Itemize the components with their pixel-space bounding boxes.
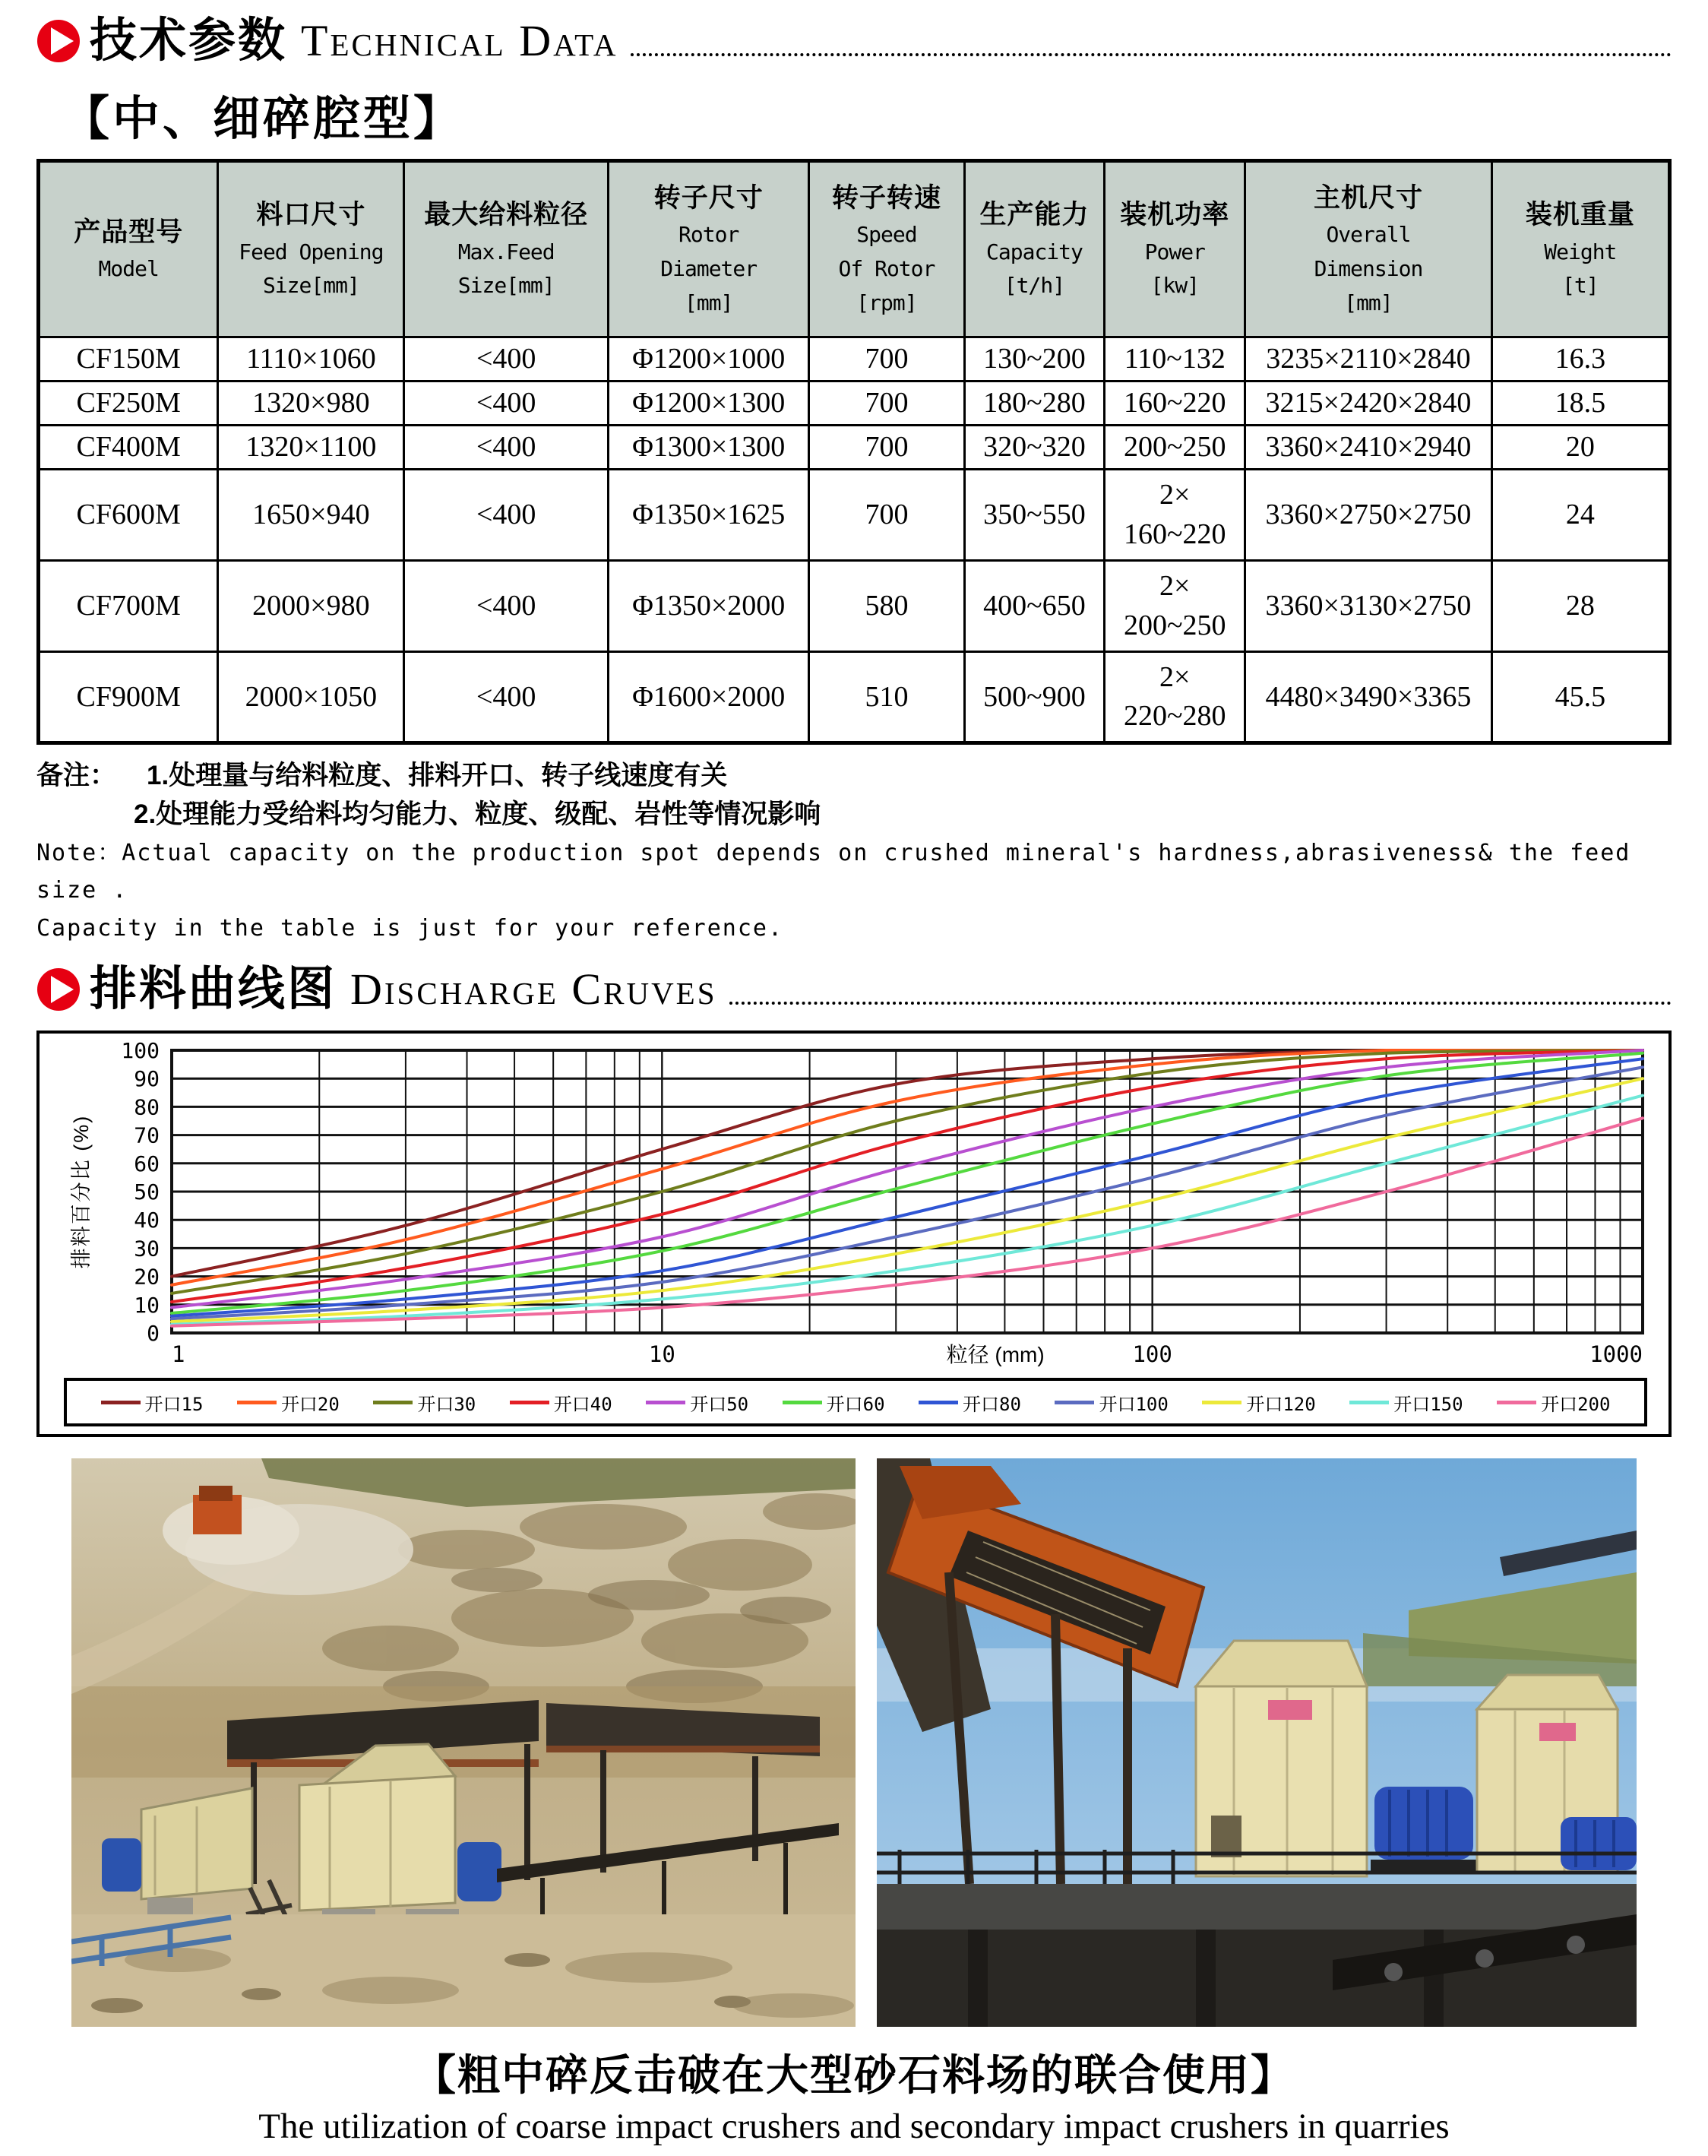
table-cell: Φ1350×1625	[609, 470, 809, 561]
note-en-line-1: Note：Actual capacity on the production spot depends on crushed mineral's hardness,abrasiveness& the feed size .	[36, 839, 1631, 904]
table-cell: 1320×980	[218, 381, 404, 426]
play-icon	[36, 967, 81, 1012]
legend-item	[1202, 1389, 1315, 1416]
electric-motor	[1371, 1787, 1477, 1872]
legend-swatch	[373, 1401, 413, 1404]
legend-item	[237, 1389, 340, 1416]
legend-item	[1349, 1389, 1463, 1416]
table-cell: CF600M	[39, 470, 218, 561]
svg-text:100: 100	[1132, 1341, 1172, 1368]
svg-text:90: 90	[134, 1066, 160, 1092]
legend-swatch	[1497, 1401, 1536, 1404]
legend-swatch	[783, 1401, 822, 1404]
section-title-zh: 技术参数	[90, 14, 288, 67]
legend-swatch	[919, 1401, 958, 1404]
note-zh-1-text: 1.处理量与给料粒度、排料开口、转子线速度有关	[147, 761, 728, 791]
cavity-type-subtitle: 【中、细碎腔型】	[62, 93, 464, 146]
legend-swatch	[1349, 1401, 1389, 1404]
section-technical-data-header	[36, 15, 1672, 67]
curve-开口20	[172, 1050, 1643, 1285]
legend-item	[373, 1389, 476, 1416]
legend-swatch	[1055, 1401, 1094, 1404]
table-cell: 45.5	[1491, 652, 1669, 743]
legend-item	[1497, 1389, 1610, 1416]
table-cell: 2× 200~250	[1105, 561, 1245, 652]
table-cell: 3215×2420×2840	[1245, 381, 1492, 426]
table-cell: 16.3	[1491, 337, 1669, 381]
electric-motor	[1561, 1817, 1637, 1870]
table-cell: 180~280	[964, 381, 1105, 426]
table-row	[39, 337, 1670, 381]
legend-item	[101, 1389, 204, 1416]
table-cell: 3360×2750×2750	[1245, 470, 1492, 561]
table-cell: 24	[1491, 470, 1669, 561]
curve-开口30	[172, 1050, 1643, 1293]
table-cell: 580	[809, 561, 964, 652]
table-cell: 3235×2110×2840	[1245, 337, 1492, 381]
table-cell: Φ1600×2000	[609, 652, 809, 743]
legend-label: 开口80	[963, 1393, 1021, 1415]
legend-item	[646, 1389, 748, 1416]
table-cell: 20	[1491, 426, 1669, 470]
caption-zh: 【粗中碎反击破在大型砂石料场的联合使用】	[413, 2051, 1295, 2100]
svg-text:40: 40	[134, 1208, 160, 1233]
table-cell: 700	[809, 426, 964, 470]
note-en-line-2: Capacity in the table is just for your reference.	[36, 914, 784, 942]
svg-text:排料百分比 (%): 排料百分比 (%)	[70, 1115, 93, 1269]
svg-text:10: 10	[134, 1293, 160, 1319]
table-cell: <400	[404, 381, 609, 426]
table-cell: 2000×1050	[218, 652, 404, 743]
play-icon	[36, 19, 81, 63]
svg-text:60: 60	[134, 1151, 160, 1177]
legend-swatch	[646, 1401, 685, 1404]
column-header: 主机尺寸 Overall Dimension [mm]	[1245, 161, 1492, 337]
table-cell: 1320×1100	[218, 426, 404, 470]
photos-row	[36, 1458, 1672, 2027]
table-cell: <400	[404, 561, 609, 652]
svg-text:30: 30	[134, 1236, 160, 1262]
column-header: 装机重量 Weight [t]	[1491, 161, 1669, 337]
svg-text:1: 1	[172, 1341, 185, 1368]
table-cell: CF900M	[39, 652, 218, 743]
column-header: 产品型号 Model	[39, 161, 218, 337]
table-row	[39, 426, 1670, 470]
impact-crusher	[1196, 1641, 1367, 1876]
section-discharge-curves-header	[36, 964, 1672, 1015]
table-cell: 320~320	[964, 426, 1105, 470]
table-cell: 2000×980	[218, 561, 404, 652]
table-cell: 160~220	[1105, 381, 1245, 426]
svg-text:80: 80	[134, 1094, 160, 1120]
table-row	[39, 470, 1670, 561]
table-cell: 2× 220~280	[1105, 652, 1245, 743]
notes-label: 备注：	[36, 761, 117, 791]
note-zh-line-1	[36, 757, 1672, 796]
table-row	[39, 561, 1670, 652]
svg-text:1000: 1000	[1589, 1341, 1643, 1368]
column-header: 生产能力 Capacity [t/h]	[964, 161, 1105, 337]
table-cell: 200~250	[1105, 426, 1245, 470]
svg-text:100: 100	[121, 1040, 160, 1064]
quarry-photo-left	[71, 1458, 856, 2027]
table-cell: 18.5	[1491, 381, 1669, 426]
table-cell: <400	[404, 470, 609, 561]
technical-data-table	[36, 159, 1672, 745]
svg-text:10: 10	[648, 1341, 675, 1368]
column-header: 装机功率 Power [kw]	[1105, 161, 1245, 337]
table-cell: Φ1200×1000	[609, 337, 809, 381]
column-header: 最大给料粒径 Max.Feed Size[mm]	[404, 161, 609, 337]
table-row	[39, 652, 1670, 743]
legend-label: 开口15	[144, 1393, 204, 1415]
legend-label: 开口40	[553, 1393, 612, 1415]
table-cell: Φ1350×2000	[609, 561, 809, 652]
curve-开口200	[172, 1119, 1643, 1326]
table-cell: CF250M	[39, 381, 218, 426]
table-row	[39, 381, 1670, 426]
column-header: 转子尺寸 Rotor Diameter [mm]	[609, 161, 809, 337]
legend-label: 开口200	[1541, 1393, 1611, 1415]
table-cell: 2× 160~220	[1105, 470, 1245, 561]
table-cell: 700	[809, 381, 964, 426]
table-cell: 130~200	[964, 337, 1105, 381]
table-cell: 700	[809, 337, 964, 381]
table-cell: CF400M	[39, 426, 218, 470]
legend-label: 开口20	[280, 1393, 340, 1415]
table-cell: 350~550	[964, 470, 1105, 561]
svg-text:20: 20	[134, 1264, 160, 1290]
legend-label: 开口30	[417, 1393, 476, 1415]
dotted-leader	[631, 26, 1672, 56]
legend-label: 开口100	[1099, 1393, 1169, 1415]
svg-text:70: 70	[134, 1122, 160, 1148]
legend-label: 开口50	[690, 1393, 749, 1415]
table-cell: <400	[404, 652, 609, 743]
chart-legend	[64, 1378, 1647, 1426]
discharge-curves-plot	[44, 1040, 1667, 1371]
legend-item	[510, 1389, 612, 1416]
legend-item	[919, 1389, 1021, 1416]
quarry-photo-right	[877, 1458, 1637, 2027]
legend-swatch	[101, 1401, 141, 1404]
section-title-zh: 排料曲线图	[90, 963, 337, 1016]
table-cell: CF700M	[39, 561, 218, 652]
section-title-en: Discharge Cruves	[350, 964, 717, 1015]
legend-item	[1055, 1389, 1168, 1416]
table-cell: 3360×2410×2940	[1245, 426, 1492, 470]
table-cell: 700	[809, 470, 964, 561]
notes-block	[36, 757, 1672, 947]
table-cell: 1110×1060	[218, 337, 404, 381]
table-cell: Φ1200×1300	[609, 381, 809, 426]
table-cell: Φ1300×1300	[609, 426, 809, 470]
legend-swatch	[1202, 1401, 1241, 1404]
dotted-leader	[729, 974, 1672, 1005]
column-header: 转子转速 Speed Of Rotor [rpm]	[809, 161, 964, 337]
legend-label: 开口60	[826, 1393, 885, 1415]
table-cell: 4480×3490×3365	[1245, 652, 1492, 743]
table-cell: <400	[404, 337, 609, 381]
table-cell: CF150M	[39, 337, 218, 381]
curve-开口120	[172, 1079, 1643, 1322]
legend-swatch	[510, 1401, 549, 1404]
table-cell: 400~650	[964, 561, 1105, 652]
discharge-curves-chart	[36, 1031, 1672, 1437]
table-cell: 110~132	[1105, 337, 1245, 381]
legend-item	[783, 1389, 885, 1416]
table-cell: 28	[1491, 561, 1669, 652]
legend-swatch	[237, 1401, 277, 1404]
column-header: 料口尺寸 Feed Opening Size[mm]	[218, 161, 404, 337]
table-cell: 510	[809, 652, 964, 743]
table-cell: 500~900	[964, 652, 1105, 743]
legend-label: 开口150	[1393, 1393, 1463, 1415]
table-cell: 3360×3130×2750	[1245, 561, 1492, 652]
note-zh-line-2: 2.处理能力受给料均匀能力、粒度、级配、岩性等情况影响	[134, 799, 821, 829]
svg-text:50: 50	[134, 1179, 160, 1205]
section-title-en: Technical Data	[301, 16, 618, 66]
legend-label: 开口120	[1246, 1393, 1316, 1415]
table-cell: <400	[404, 426, 609, 470]
table-cell: 1650×940	[218, 470, 404, 561]
svg-text:0: 0	[147, 1321, 160, 1347]
caption-en: The utilization of coarse impact crushers and secondary impact crushers in quarries	[258, 2107, 1450, 2147]
svg-text:粒径 (mm): 粒径 (mm)	[946, 1343, 1045, 1367]
